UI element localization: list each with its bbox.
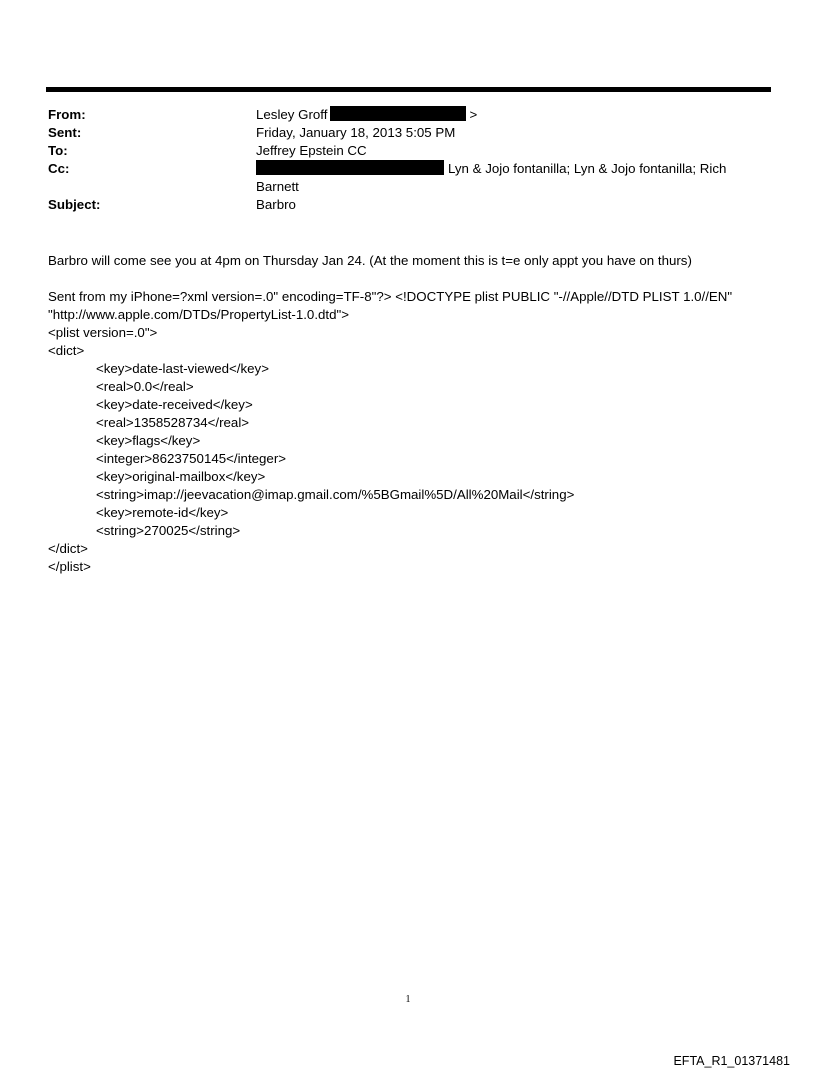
email-body: [48, 252, 768, 576]
plist-line: <key>date-received</key>: [96, 397, 253, 412]
sent-value: Friday, January 18, 2013 5:05 PM: [256, 125, 456, 140]
to-label: To:: [48, 143, 68, 158]
plist-line: <real>0.0</real>: [96, 379, 194, 394]
from-name: Lesley Groff: [256, 107, 328, 122]
plist-line: <string>imap://jeevacation@imap.gmail.com/%5BGmail%5D/All%20Mail</string>: [96, 487, 575, 502]
cc-label: Cc:: [48, 161, 70, 176]
plist-line: <dict>: [48, 343, 85, 358]
cc-recipients-line2: Barnett: [256, 179, 299, 194]
from-suffix: >: [469, 107, 478, 122]
plist-line: </dict>: [48, 541, 88, 556]
subject-row: [48, 196, 768, 214]
plist-line: <key>remote-id</key>: [96, 505, 229, 520]
header-divider: [46, 87, 771, 92]
subject-label: Subject:: [48, 197, 101, 212]
plist-line: </plist>: [48, 559, 91, 574]
plist-line: <key>original-mailbox</key>: [96, 469, 266, 484]
message-paragraph: Barbro will come see you at 4pm on Thursday Jan 24. (At the moment this is t=e only appt you have on thurs): [48, 253, 692, 268]
from-label: From:: [48, 107, 86, 122]
from-value: [256, 106, 768, 124]
redacted-cc-recipient: [256, 160, 444, 175]
page-number: 1: [405, 994, 411, 1005]
cc-value: [256, 160, 768, 196]
cc-recipients-line1: Lyn & Jojo fontanilla; Lyn & Jojo fontanilla; Rich: [448, 161, 727, 176]
plist-line: <plist version=.0">: [48, 325, 158, 340]
cc-row: [48, 160, 768, 196]
sent-row: [48, 124, 768, 142]
sent-label: Sent:: [48, 125, 82, 140]
signature-line-2: "http://www.apple.com/DTDs/PropertyList-1.0.dtd">: [48, 307, 349, 322]
plist-line: <key>date-last-viewed</key>: [96, 361, 269, 376]
to-row: [48, 142, 768, 160]
redacted-email-address: [330, 106, 466, 121]
signature-line-1: Sent from my iPhone=?xml version=.0" encoding=TF-8"?> <!DOCTYPE plist PUBLIC "-//Apple//DTD PLIST 1.0//EN": [48, 289, 733, 304]
from-row: [48, 106, 768, 124]
document-id: EFTA_R1_01371481: [673, 1054, 790, 1068]
plist-line: <real>1358528734</real>: [96, 415, 250, 430]
subject-value: Barbro: [256, 197, 296, 212]
to-value: Jeffrey Epstein CC: [256, 143, 367, 158]
plist-line: <string>270025</string>: [96, 523, 241, 538]
plist-line: <integer>8623750145</integer>: [96, 451, 287, 466]
email-header: [48, 106, 768, 214]
plist-line: <key>flags</key>: [96, 433, 201, 448]
